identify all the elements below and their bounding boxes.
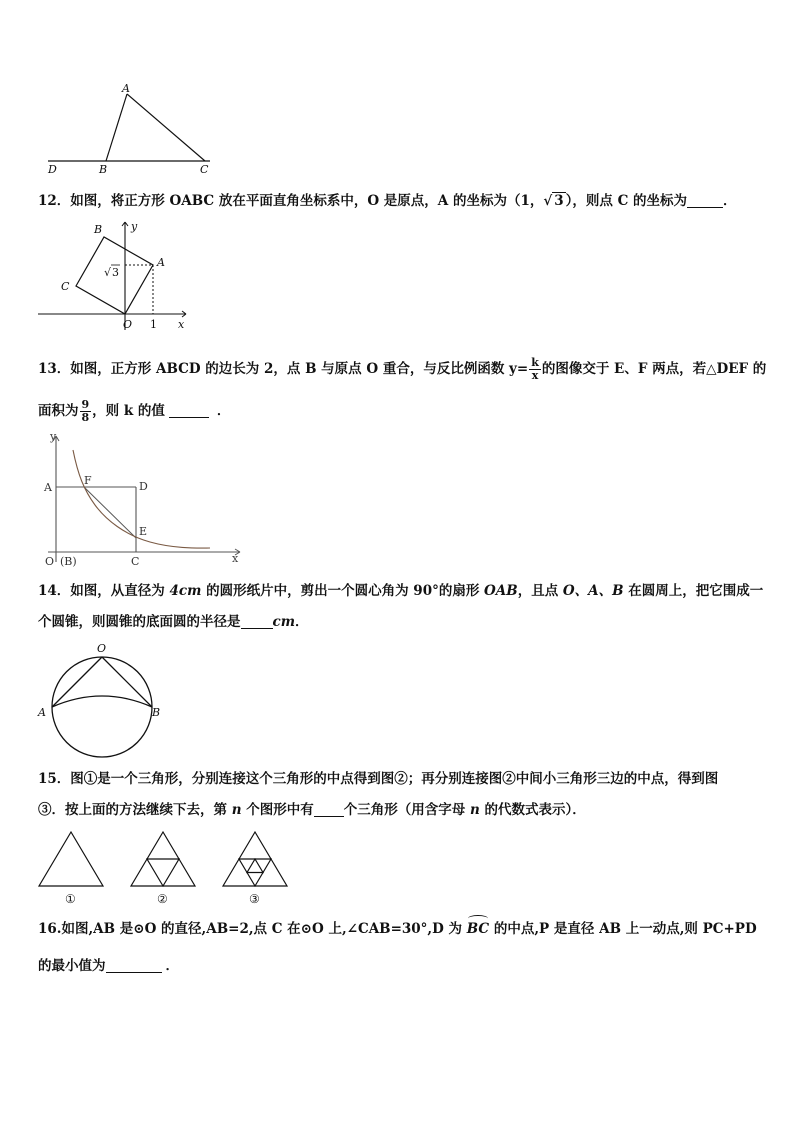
triangle-pattern-figures-q15 — [34, 826, 298, 906]
label-f: F — [84, 474, 92, 487]
q13-frac-area: $\frac{9}{8}$ — [81, 398, 90, 424]
question-15-line-1 — [38, 769, 718, 789]
segment-ac — [127, 94, 205, 161]
q12-text-after: ），则点 C 的坐标为 — [565, 193, 688, 209]
figure-1 — [39, 832, 103, 886]
caption-1: ① — [65, 892, 76, 906]
label-o: O — [123, 318, 133, 331]
inverse-function-figure-q13 — [40, 430, 250, 570]
label-x: x — [232, 552, 239, 565]
radius-oa — [52, 657, 102, 707]
sector-arc — [52, 696, 152, 707]
segment-fe — [84, 487, 136, 538]
question-13-line-2 — [38, 399, 230, 424]
question-14-line-2 — [38, 612, 309, 632]
question-14-line-1 — [38, 581, 763, 601]
q16-answer-blank — [106, 958, 162, 973]
q16-arc-bc: BC — [467, 919, 489, 939]
q16-text-b: 的中点,P 是直径 AB 上一动点,则 PC+PD — [489, 921, 757, 937]
q15-text-d: 的代数式表示）． — [479, 802, 586, 818]
segment-ba — [106, 94, 127, 161]
label-b: B — [152, 706, 161, 719]
label-b: B — [99, 163, 108, 176]
q14-text-g: 在圆周上，把它围成一 — [623, 583, 764, 599]
label-sqrt3: 3 — [112, 266, 119, 279]
label-y: y — [50, 430, 57, 443]
q15-n2: n — [469, 802, 480, 818]
label-o: O — [45, 555, 55, 568]
q15-answer-blank — [314, 802, 344, 817]
label-c: C — [61, 280, 70, 293]
q15-n: n — [231, 802, 242, 818]
q14-diameter: 4cm — [169, 583, 202, 599]
question-12-line — [38, 191, 737, 211]
sqrt-symbol: √ — [104, 266, 112, 279]
q14-end: ． — [295, 614, 309, 630]
label-c: C — [131, 555, 140, 568]
q14-text-a: 14．如图，从直径为 — [38, 583, 170, 599]
q14-unit: cm — [272, 614, 296, 630]
q14-text-e: ，且点 — [517, 583, 563, 599]
circle — [52, 657, 152, 757]
label-x: x — [178, 318, 185, 331]
q15-text-b: 个图形中有 — [241, 802, 314, 818]
label-a: A — [44, 481, 52, 494]
label-a: A — [38, 706, 46, 719]
caption-3: ③ — [249, 892, 260, 906]
figure-3 — [223, 832, 287, 886]
label-y: y — [131, 220, 138, 233]
question-13-line-1 — [38, 357, 766, 382]
q12-answer-blank — [687, 193, 723, 208]
q12-end: ． — [723, 193, 737, 209]
label-a: A — [122, 82, 130, 95]
q16-end: ． — [165, 958, 179, 974]
circle-sector-figure-q14 — [34, 640, 164, 762]
q15-text-a: ③．按上面的方法继续下去，第 — [38, 802, 232, 818]
q16-text-a: 16.如图,AB 是⊙O 的直径,AB=2,点 C 在⊙O 上,∠CAB=30°,D 为 — [38, 921, 467, 937]
label-o: O — [97, 642, 107, 655]
q13-frac-k-over-x: $\frac{k}{x}$ — [531, 356, 539, 382]
q13-line2-after: ，则 k 的值 — [92, 403, 165, 419]
label-e: E — [139, 525, 148, 538]
question-15-line-2 — [38, 800, 586, 820]
q12-text-before: 12．如图，将正方形 OABC 放在平面直角坐标系中，O 是原点，A 的坐标为（1， — [38, 193, 544, 209]
q15-text-line1: 15．图①是一个三角形，分别连接这个三角形的中点得到图②；再分别连接图②中间小三角形三边的中点，得到图 — [38, 771, 719, 787]
question-16-line-2 — [38, 956, 179, 976]
q16-text-line2: 的最小值为 — [38, 958, 106, 974]
label-b: (B) — [60, 555, 77, 568]
q13-answer-blank — [169, 403, 209, 418]
figure-2 — [131, 832, 195, 886]
label-c: C — [200, 163, 209, 176]
q14-points: O、A、B — [562, 583, 624, 599]
radius-ob — [102, 657, 152, 707]
q15-text-c: 个三角形（用含字母 — [343, 802, 470, 818]
label-b: B — [94, 223, 103, 236]
square-coordinate-figure-q12 — [36, 218, 192, 334]
q12-sqrt: √ 3 — [543, 193, 564, 209]
label-a: A — [157, 256, 165, 269]
q13-text-before: 13．如图，正方形 ABCD 的边长为 2，点 B 与原点 O 重合，与反比例函数 y= — [38, 361, 529, 377]
label-d: D — [139, 480, 148, 493]
caption-2: ② — [157, 892, 168, 906]
q13-text-after: 的图像交于 E、F 两点，若△DEF 的 — [541, 361, 767, 377]
label-d: D — [48, 163, 57, 176]
label-one: 1 — [150, 318, 157, 331]
question-16-line-1 — [38, 919, 757, 939]
q14-text-c: 的圆形纸片中，剪出一个圆心角为 90°的扇形 — [201, 583, 485, 599]
q13-end: ． — [216, 403, 231, 419]
q13-line2-before: 面积为 — [38, 403, 79, 419]
q14-line2-a: 个圆锥，则圆锥的底面圆的半径是 — [38, 614, 241, 630]
triangle-figure-q11 — [44, 80, 216, 176]
q14-sector-name: OAB — [484, 583, 518, 599]
q14-answer-blank — [241, 614, 273, 629]
